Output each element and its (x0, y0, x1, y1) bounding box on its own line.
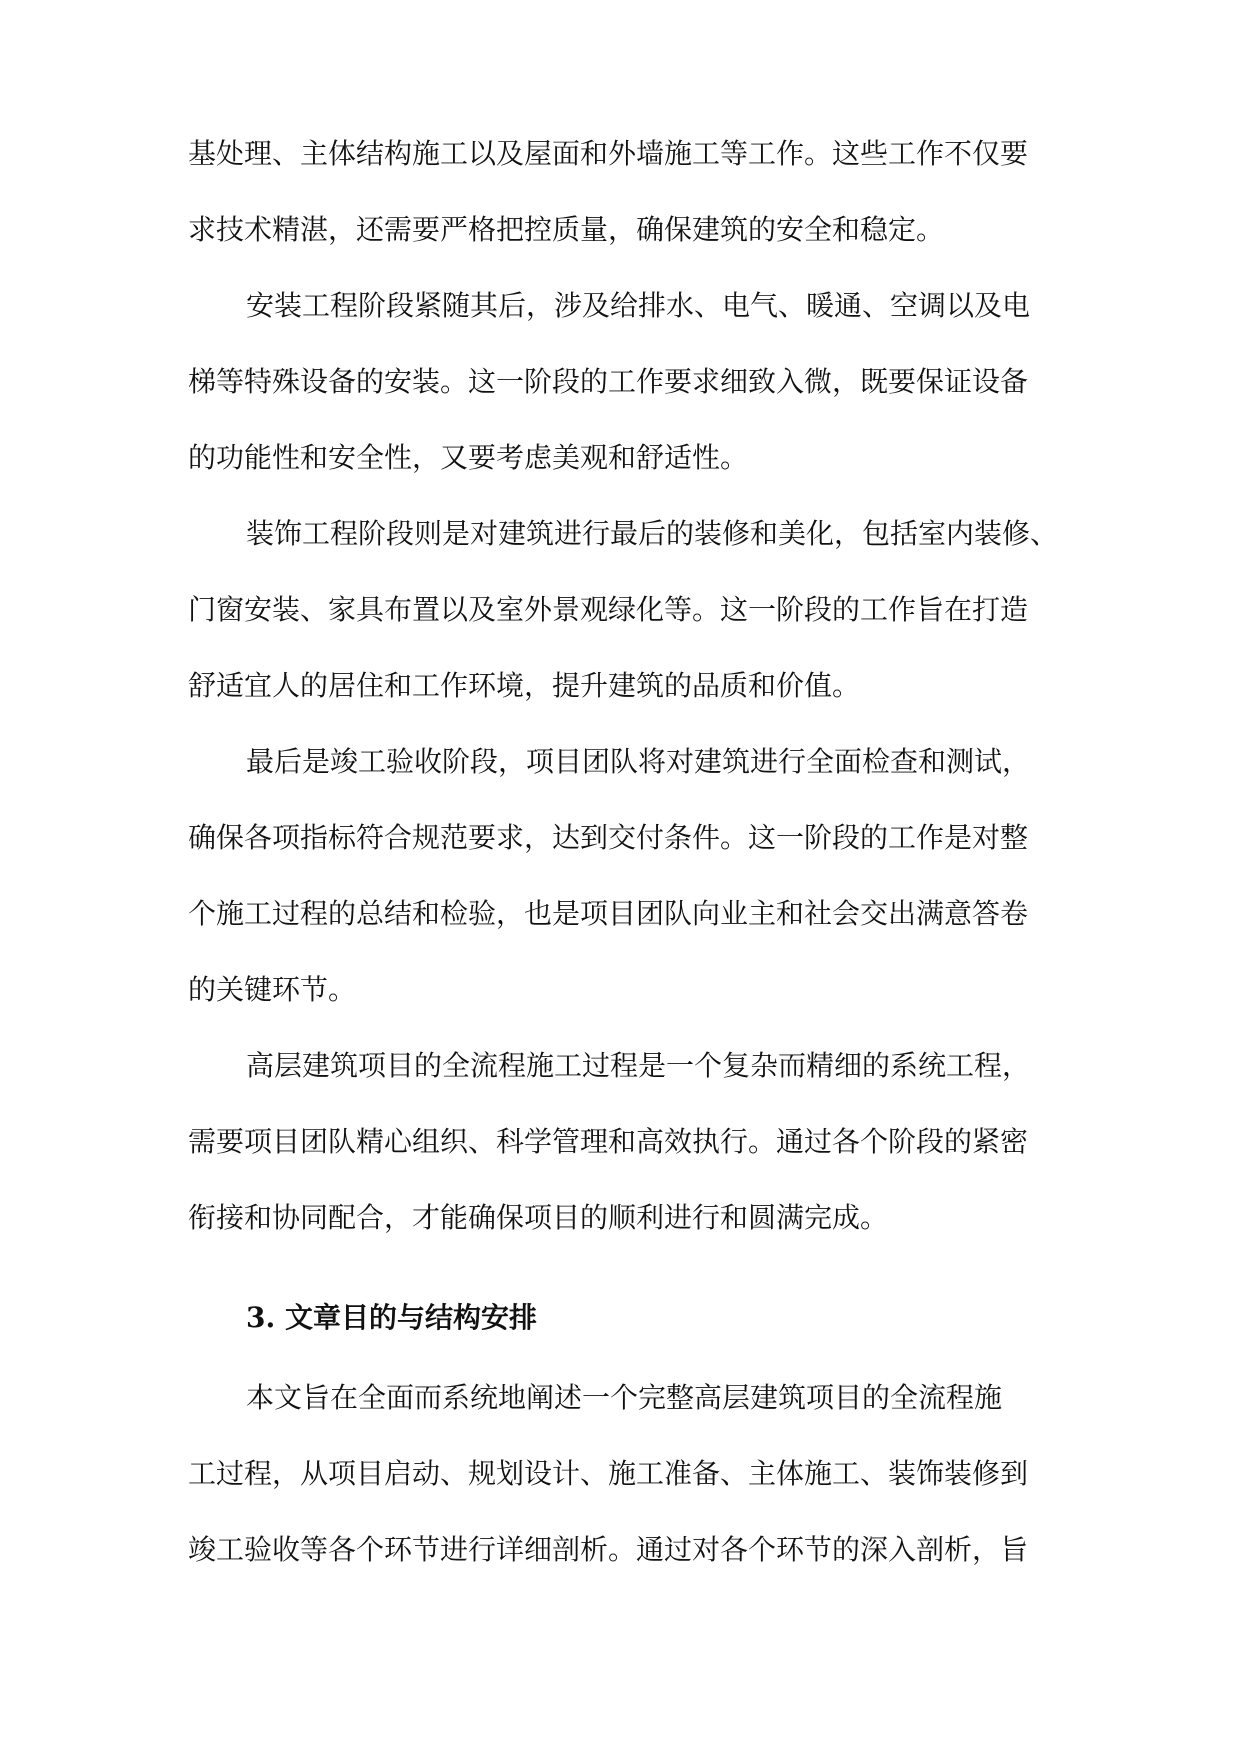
text-line: 的关键环节。 (188, 973, 357, 1006)
text-line: 确保各项指标符合规范要求，达到交付条件。这一阶段的工作是对整 (188, 821, 1029, 854)
paragraph-first-line: 本文旨在全面而系统地阐述一个完整高层建筑项目的全流程施 (246, 1381, 1003, 1414)
text-line: 个施工过程的总结和检验，也是项目团队向业主和社会交出满意答卷 (188, 897, 1029, 930)
text-line: 基处理、主体结构施工以及屋面和外墙施工等工作。这些工作不仅要 (188, 137, 1029, 170)
paragraph-first-line: 装饰工程阶段则是对建筑进行最后的装修和美化，包括室内装修、 (246, 517, 1059, 550)
text-line: 竣工验收等各个环节进行详细剖析。通过对各个环节的深入剖析，旨 (188, 1533, 1029, 1566)
text-line: 舒适宜人的居住和工作环境，提升建筑的品质和价值。 (188, 669, 861, 702)
paragraph-first-line: 最后是竣工验收阶段，项目团队将对建筑进行全面检查和测试， (246, 745, 1031, 778)
section-heading: 3. 文章目的与结构安排 (246, 1301, 537, 1334)
text-line: 梯等特殊设备的安装。这一阶段的工作要求细致入微，既要保证设备 (188, 365, 1029, 398)
text-line: 的功能性和安全性，又要考虑美观和舒适性。 (188, 441, 749, 474)
paragraph-first-line: 安装工程阶段紧随其后，涉及给排水、电气、暖通、空调以及电 (246, 289, 1031, 322)
text-line: 衔接和协同配合，才能确保项目的顺利进行和圆满完成。 (188, 1201, 889, 1234)
text-line: 门窗安装、家具布置以及室外景观绿化等。这一阶段的工作旨在打造 (188, 593, 1029, 626)
text-line: 需要项目团队精心组织、科学管理和高效执行。通过各个阶段的紧密 (188, 1125, 1029, 1158)
text-line: 工过程，从项目启动、规划设计、施工准备、主体施工、装饰装修到 (188, 1457, 1029, 1490)
paragraph-first-line: 高层建筑项目的全流程施工过程是一个复杂而精细的系统工程， (246, 1049, 1031, 1082)
text-line: 求技术精湛，还需要严格把控质量，确保建筑的安全和稳定。 (188, 213, 945, 246)
